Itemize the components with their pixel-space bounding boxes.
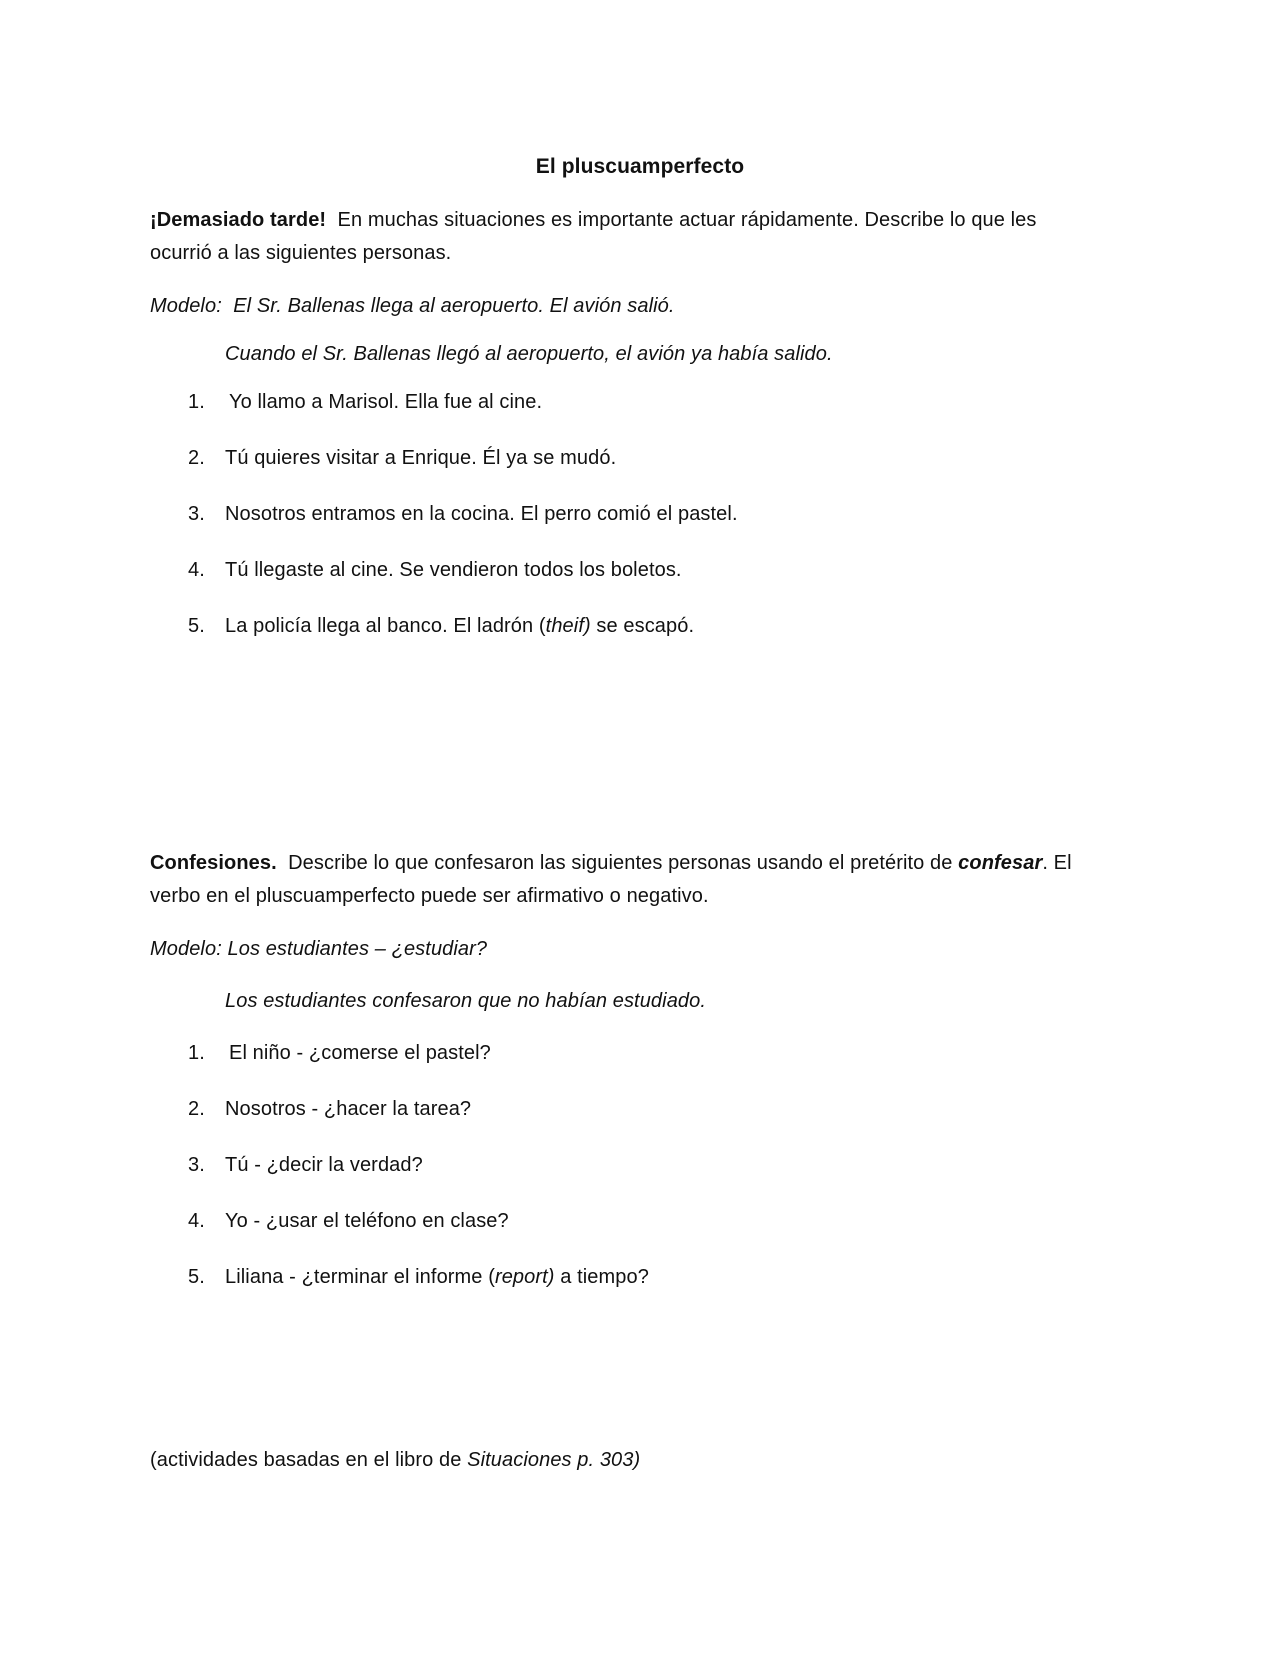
- item-text-after: a tiempo?: [554, 1266, 649, 1288]
- section1-model: [150, 293, 675, 319]
- item-text-after: se escapó.: [590, 615, 695, 637]
- item-number: 1.: [188, 391, 205, 413]
- item-number: 3.: [188, 1154, 205, 1176]
- section1-heading: ¡Demasiado tarde!: [150, 209, 327, 231]
- section1-model-answer: Cuando el Sr. Ballenas llegó al aeropuerto, el avión ya había salido.: [225, 343, 833, 365]
- item-text: El niño - ¿comerse el pastel?: [229, 1042, 491, 1064]
- section1-intro-line1: [150, 207, 1037, 233]
- item-number: 5.: [188, 1266, 205, 1288]
- section2-intro-text: Describe lo que confesaron las siguientes personas usando el pretérito de: [288, 852, 953, 874]
- item-text: Yo llamo a Marisol. Ella fue al cine.: [229, 391, 543, 413]
- item-text-before: Liliana - ¿terminar el informe (: [225, 1266, 495, 1288]
- section2-heading: Confesiones.: [150, 852, 277, 874]
- item-text-italic: report): [494, 1266, 555, 1288]
- item-text: [225, 1264, 649, 1290]
- section2-verb: confesar: [958, 852, 1043, 874]
- section2-intro-end: . El: [1042, 852, 1072, 874]
- section1-intro-line2: ocurrió a las siguientes personas.: [150, 242, 452, 264]
- item-number: 3.: [188, 503, 205, 525]
- source-note-book: Situaciones p. 303): [467, 1449, 641, 1471]
- section2-intro-line2: verbo en el pluscuamperfecto puede ser afirmativo o negativo.: [150, 885, 709, 907]
- item-number: 2.: [188, 1098, 205, 1120]
- item-number: 5.: [188, 615, 205, 637]
- item-number: 4.: [188, 559, 205, 581]
- section2-model-answer: Los estudiantes confesaron que no habían estudiado.: [225, 990, 707, 1012]
- item-text: Yo - ¿usar el teléfono en clase?: [225, 1210, 509, 1232]
- item-number: 1.: [188, 1042, 205, 1064]
- item-text: Tú quieres visitar a Enrique. Él ya se mudó.: [225, 447, 617, 469]
- item-number: 4.: [188, 1210, 205, 1232]
- section2-model: Modelo: Los estudiantes – ¿estudiar?: [150, 938, 488, 960]
- section1-model-prompt: El Sr. Ballenas llega al aeropuerto. El avión salió.: [233, 295, 675, 317]
- section1-model-label: Modelo:: [150, 295, 222, 317]
- item-text: Nosotros entramos en la cocina. El perro comió el pastel.: [225, 503, 738, 525]
- source-note: [150, 1447, 640, 1473]
- item-text-before: La policía llega al banco. El ladrón (: [225, 615, 546, 637]
- item-text: Tú - ¿decir la verdad?: [225, 1154, 423, 1176]
- page-title: El pluscuamperfecto: [535, 155, 745, 178]
- item-text-italic: theif): [545, 615, 591, 637]
- item-text: Nosotros - ¿hacer la tarea?: [225, 1098, 472, 1120]
- item-text: [225, 613, 694, 639]
- item-number: 2.: [188, 447, 205, 469]
- source-note-text: (actividades basadas en el libro de: [150, 1449, 468, 1471]
- section2-intro-line1: [150, 850, 1072, 876]
- item-text: Tú llegaste al cine. Se vendieron todos los boletos.: [225, 559, 682, 581]
- section1-intro-text: En muchas situaciones es importante actuar rápidamente. Describe lo que les: [337, 209, 1037, 231]
